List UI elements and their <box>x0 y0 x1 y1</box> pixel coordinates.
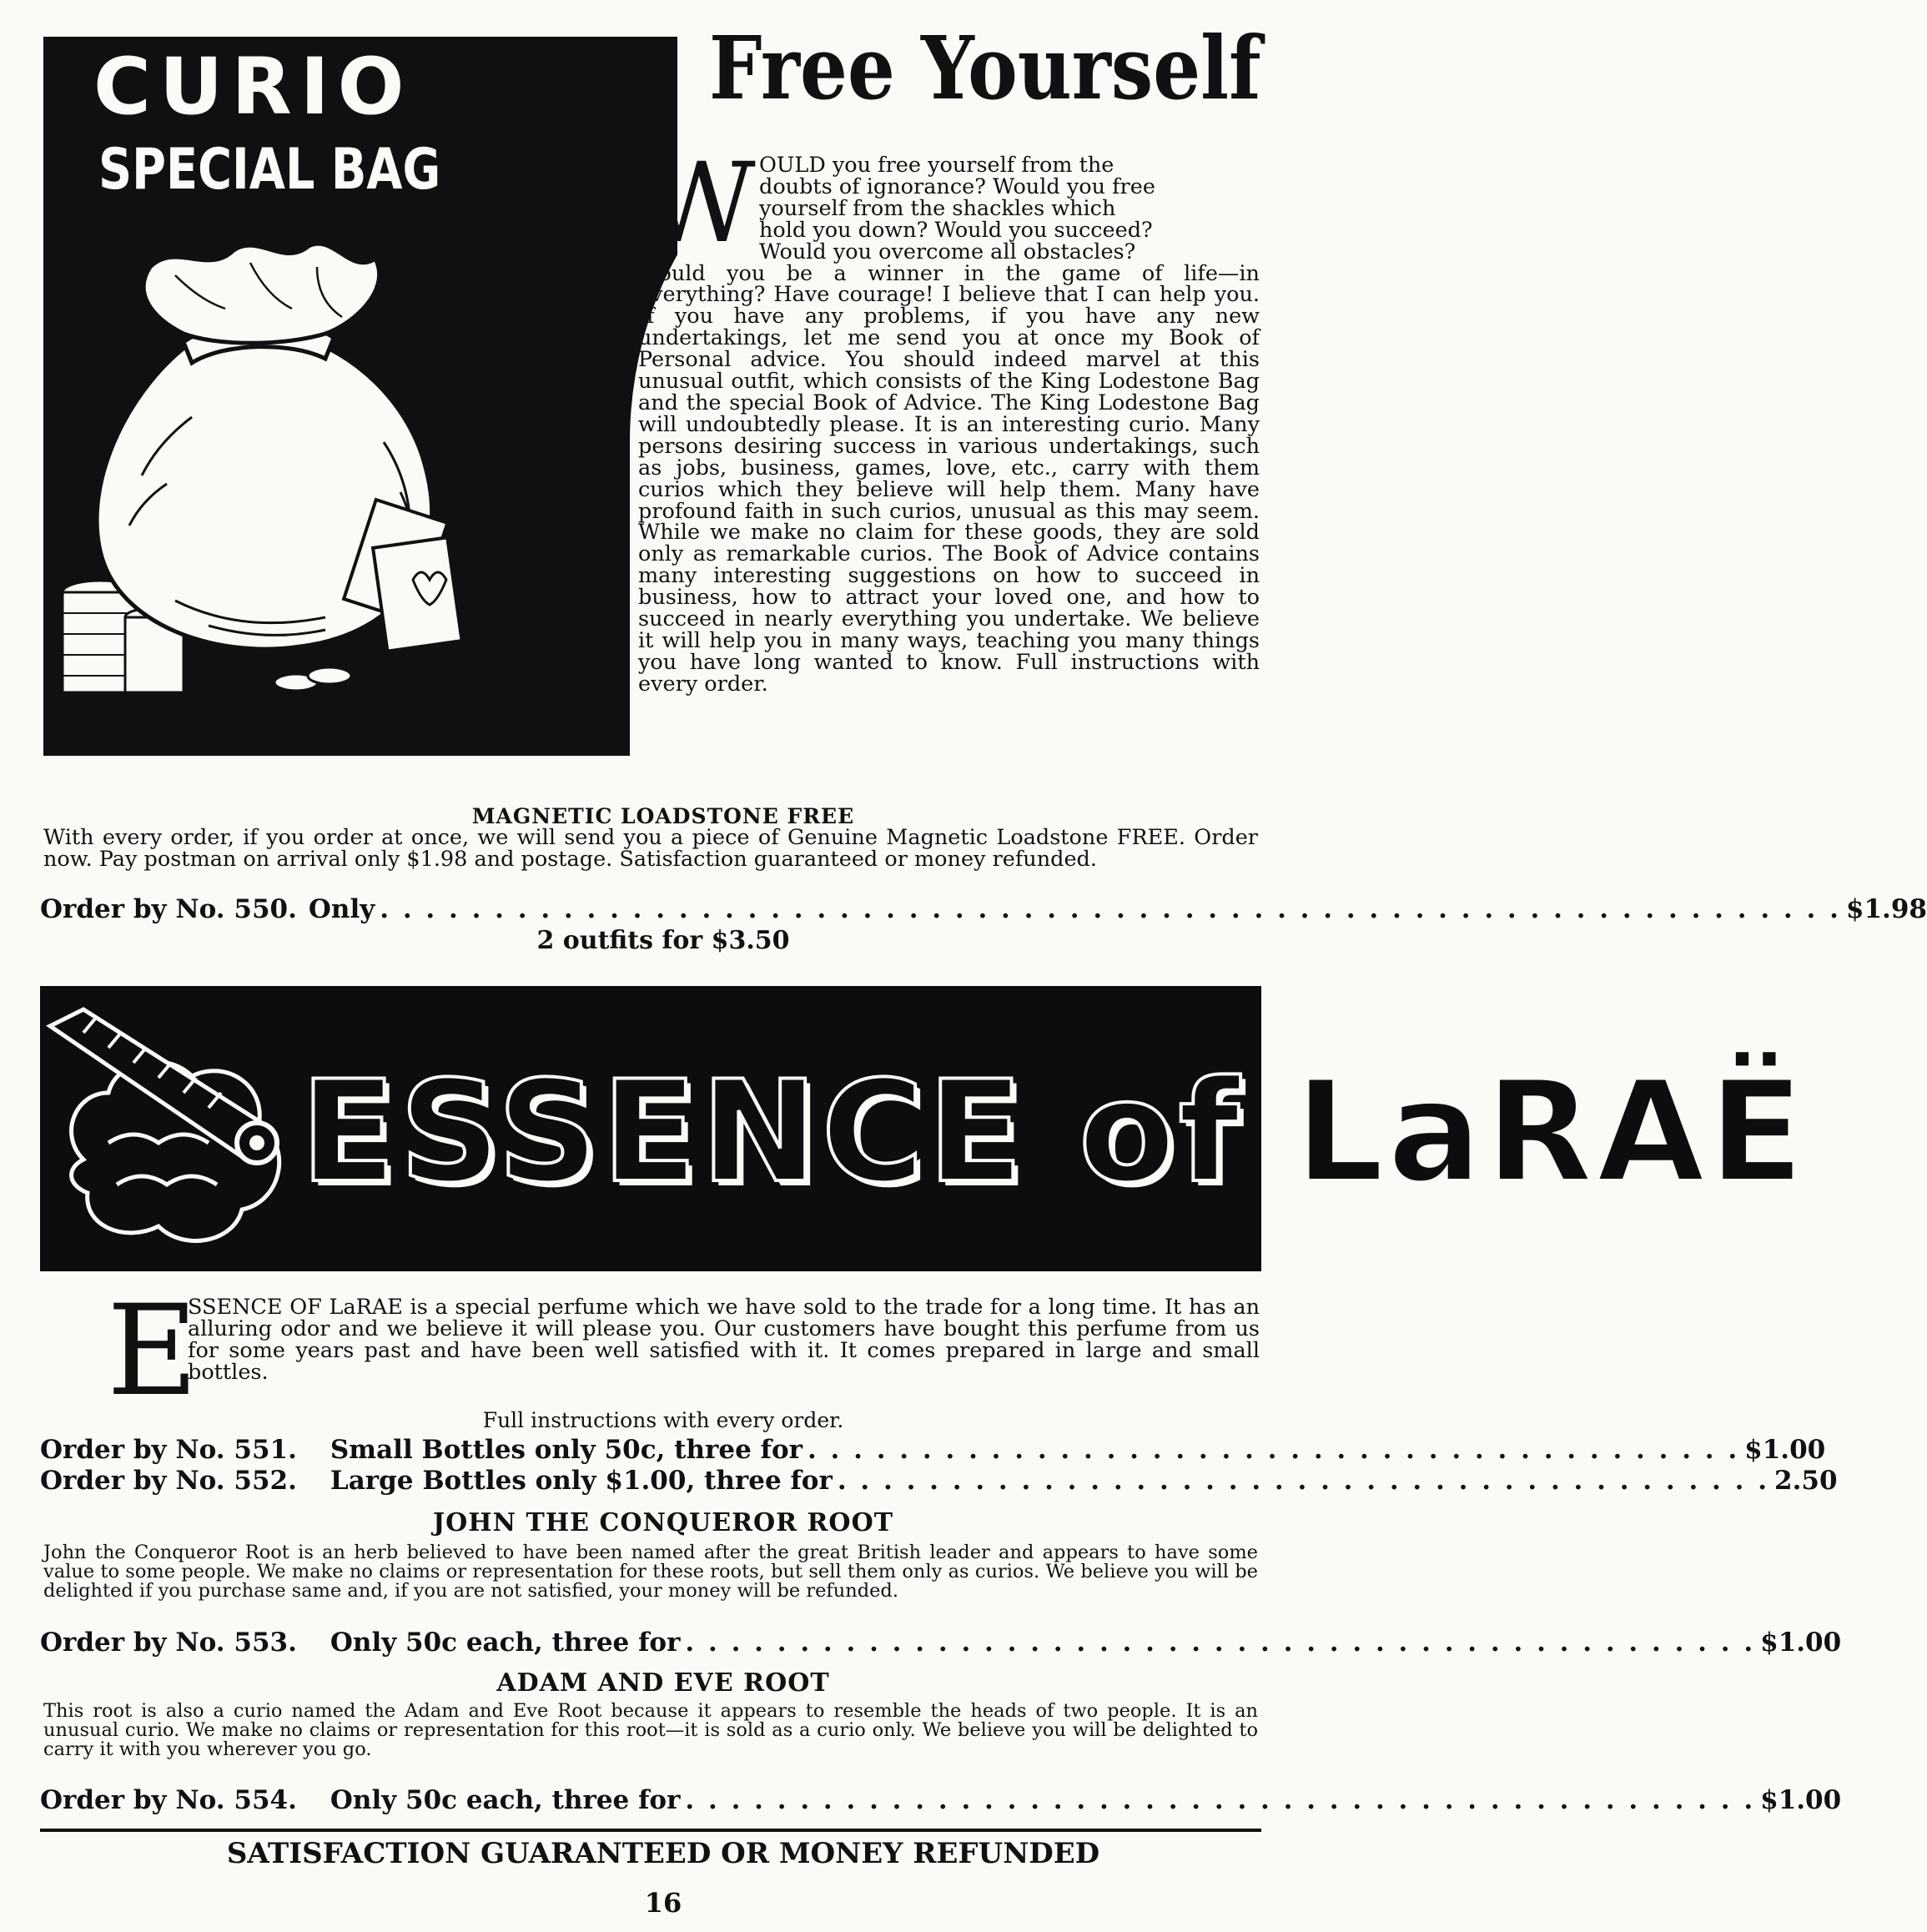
curio-body-paragraph: Would you be a winner in the game of life—in everything? Have courage! I believe that I can help you. If you have any problems, if you have any new undertakings, let me send you at once my Book of Personal advice. You should indeed marvel at this unusual outfit, which consists of the King Lodestone Bag and the special Book of Advice. The King Lodestone Bag will undoubtedly please. It is an interesting curio. Many persons desiring success in various undertakings, such as jobs, business, games, love, etc., carry with them curios which they believe will help them. Many have profound faith in such curios, unusual as this may seem. While we make no claim for these goods, they are sold only as remarkable curios. The Book of Advice contains many interesting suggestions on how to succeed in business, how to attract your loved one, and how to succeed in nearly everything you undertake. We believe it will help you in many ways, teaching you many things you have long wanted to know. Full instructions with every order. <box>638 260 1260 697</box>
order-code: Order by No. 552. <box>40 1466 297 1496</box>
perfume-atomizer-icon <box>50 993 300 1268</box>
leader-dots: . . . . . . . . . . . . . . . . . . . . . . . . . . . . . . . . . . . . . . . . . <box>837 1466 1770 1496</box>
john-root-body <box>43 1543 1258 1601</box>
footer-rule <box>40 1829 1261 1832</box>
john-root-heading: JOHN THE CONQUEROR ROOT <box>432 1508 894 1537</box>
curio-banner-title: CURIO <box>93 42 413 133</box>
adam-eve-root-heading: ADAM AND EVE ROOT <box>496 1668 830 1698</box>
curio-body-line: yourself from the shackles which <box>759 195 1116 221</box>
adam-eve-root-text: This root is also a curio named the Adam and Eve Root because it appears to resemble the heads of two people. It is an unusual curio. We make no claims or representation for this root—it is sold as a curio only. We believe you will be delighted to carry it with you wherever you go. <box>43 1700 1258 1760</box>
order-description: Only 50c each, three for <box>330 1785 681 1815</box>
drop-cap-e: E <box>107 1279 199 1424</box>
order-code: Order by No. 551. <box>40 1435 297 1465</box>
order-line-550 <box>40 894 1927 924</box>
order-code: Order by No. 550. <box>40 894 297 924</box>
order-line-554 <box>40 1785 1842 1815</box>
curio-body-line: OULD you free yourself from the <box>759 153 1114 178</box>
adam-eve-root-body <box>43 1702 1258 1759</box>
order-code: Order by No. 553. <box>40 1628 297 1658</box>
money-bag-illustration <box>50 225 517 742</box>
guarantee-footer: SATISFACTION GUARANTEED OR MONEY REFUNDED <box>226 1837 1100 1870</box>
order-price: $1.00 <box>1760 1628 1842 1658</box>
leader-dots: . . . . . . . . . . . . . . . . . . . . . . . . . . . . . . . . . . . . . . . . . . . . . . . <box>685 1785 1756 1815</box>
curio-body-line: hold you down? Would you succeed? <box>759 217 1153 243</box>
curio-body-text <box>638 155 1260 696</box>
order-line-551 <box>40 1435 1826 1465</box>
leader-dots: . . . . . . . . . . . . . . . . . . . . . . . . . . . . . . . . . . . . . . . . . . . . . . . . . . . . . . . . . . . . . . . . <box>380 894 1841 924</box>
curio-banner-subtitle: SPECIAL BAG <box>98 137 441 203</box>
free-yourself-headline: Free Yourself <box>709 17 1261 119</box>
order-description: Only <box>308 894 375 924</box>
curio-body-line: Would you overcome all obstacles? <box>759 239 1136 264</box>
order-line-553 <box>40 1628 1842 1658</box>
leader-dots: . . . . . . . . . . . . . . . . . . . . . . . . . . . . . . . . . . . . . . . . . . . . . . . <box>685 1628 1756 1658</box>
order-code: Order by No. 554. <box>40 1785 297 1815</box>
drop-cap-w: W <box>642 139 756 268</box>
loadstone-text: With every order, if you order at once, we will send you a piece of Genuine Magnetic Loadstone FREE. Order now. Pay postman on arrival only $1.98 and postage. Satisfaction guaranteed or money refunded. <box>43 825 1258 872</box>
order-line-552 <box>40 1466 1838 1496</box>
order-description: Small Bottles only 50c, three for <box>330 1435 802 1465</box>
essence-instructions: Full instructions with every order. <box>482 1408 844 1432</box>
leader-dots: . . . . . . . . . . . . . . . . . . . . . . . . . . . . . . . . . . . . . . . . . <box>807 1435 1740 1465</box>
order-description: Only 50c each, three for <box>330 1628 681 1658</box>
order-price: $1.00 <box>1760 1785 1842 1815</box>
essence-banner-title: ESSENCE of LaRAË <box>300 1050 1808 1214</box>
order-price: $1.00 <box>1744 1435 1826 1465</box>
loadstone-heading: MAGNETIC LOADSTONE FREE <box>471 804 855 828</box>
curio-body-line: doubts of ignorance? Would you free <box>759 174 1155 199</box>
john-root-text: John the Conqueror Root is an herb believed to have been named after the great British leader and appears to have some value to some people. We make no claims or representation for these roots, but sell them only as curios. We believe you will be delighted if you purchase same and, if you are not satisfied, your money will be refunded. <box>43 1542 1258 1602</box>
order-price: 2.50 <box>1774 1466 1838 1496</box>
outfits-offer: 2 outfits for $3.50 <box>536 926 790 955</box>
order-price: $1.98 <box>1845 894 1927 924</box>
order-description: Large Bottles only $1.00, three for <box>330 1466 833 1496</box>
essence-body-text: SSENCE OF LaRAE is a special perfume which we have sold to the trade for a long time. It has an alluring odor and we believe it will please you. Our customers have bought this perfume from us for some years past and have been well satisfied with it. It comes prepared in large and small bottles. <box>188 1295 1260 1385</box>
page-number: 16 <box>644 1887 682 1919</box>
